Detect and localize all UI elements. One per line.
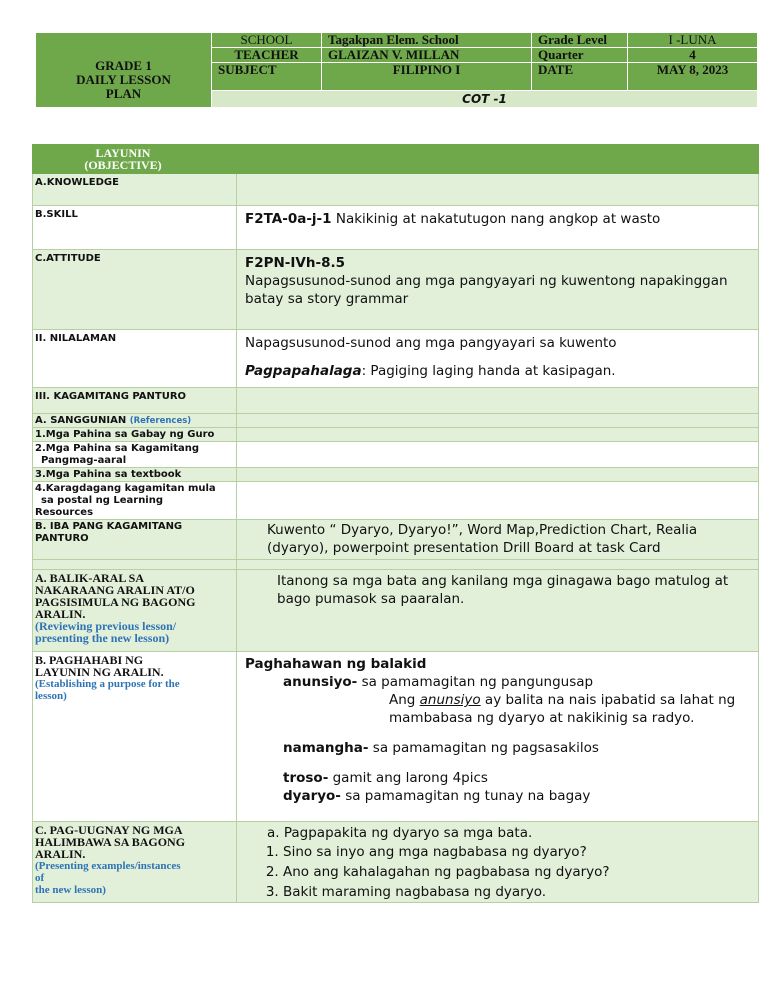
balik-text: Itanong sa mga bata ang kanilang mga ginagawa bago matulog at bago pumasok sa paaralan. [237, 570, 759, 652]
pag-uugnay-label-2: HALIMBAWA SA BAGONG [35, 835, 186, 849]
nilalaman-label: II. NILALAMAN [33, 330, 237, 388]
nilalaman-text: Napagsusunod-sunod ang mga pangyayari sa kuwento [245, 335, 617, 351]
question-list [267, 842, 758, 902]
troso-def: gamit ang larong 4pics [328, 770, 488, 786]
sanggunian-sub: (References) [129, 416, 192, 426]
objective-header-2: (OBJECTIVE) [84, 158, 162, 172]
balik-label-1: A. BALIK-ARAL SA [35, 571, 145, 585]
anunsiyo-word: anunsiyo- [283, 674, 358, 690]
balik-sub-2: presenting the new lesson) [35, 631, 170, 645]
sanggunian-label: A. SANGGUNIAN [35, 415, 130, 426]
lesson-plan-table [32, 144, 759, 903]
quarter-value: 4 [628, 48, 758, 63]
dyaryo-word: dyaryo- [283, 788, 341, 804]
spacer-row [33, 560, 759, 570]
header-title-line-3: PLAN [105, 86, 142, 101]
attitude-row [33, 250, 759, 330]
balik-aral-row [33, 570, 759, 652]
namangha-def: sa pamamagitan ng pagsasakilos [368, 740, 599, 756]
balik-sub-1: (Reviewing previous lesson/ [35, 619, 177, 633]
iba-label-2: PANTURO [35, 533, 89, 544]
skill-text: Nakikinig at nakatutugon nang angkop at wasto [331, 211, 661, 227]
troso-word: troso- [283, 770, 329, 786]
nilalaman-row [33, 330, 759, 388]
pag-uugnay-sub-3: the new lesson) [35, 884, 106, 896]
iba-label-1: B. IBA PANG KAGAMITANG [35, 521, 183, 532]
paghahabi-row [33, 652, 759, 822]
paghahabi-sub-2: lesson) [35, 690, 67, 702]
knowledge-row [33, 174, 759, 206]
grade-level-value: I -LUNA [628, 33, 758, 48]
ref4-label-3: Resources [35, 507, 94, 518]
paghahabi-label-2: LAYUNIN NG ARALIN. [35, 665, 164, 679]
paghahabi-sub-1: (Establishing a purpose for the [35, 678, 180, 690]
quarter-label: Quarter [532, 48, 628, 63]
subject-value: FILIPINO I [322, 63, 532, 91]
attitude-text: Napagsusunod-sunod ang mga pangyayari ng kuwentong napakinggan batay sa story grammar [245, 273, 728, 307]
date-label: DATE [532, 63, 628, 91]
sanggunian-row [33, 414, 759, 428]
cot-label: COT -1 [212, 91, 758, 108]
anunsiyo-ex-1: Ang [389, 692, 420, 708]
anunsiyo-def: sa pamamagitan ng pangungusap [357, 674, 594, 690]
kagamitan-label: III. KAGAMITANG PANTURO [33, 388, 237, 414]
ref3-row [33, 468, 759, 482]
pag-uugnay-label-3: ARALIN. [35, 847, 86, 861]
header-title-cell [36, 33, 212, 108]
objective-header-1: LAYUNIN [95, 146, 151, 160]
ref3-label: 3.Mga Pahina sa textbook [33, 468, 237, 482]
header-table [35, 32, 758, 108]
kagamitan-row [33, 388, 759, 414]
pag-uugnay-row [33, 822, 759, 903]
balik-label-4: ARALIN. [35, 607, 86, 621]
teacher-label: TEACHER [212, 48, 322, 63]
skill-row [33, 206, 759, 250]
skill-code: F2TA-0a-j-1 [245, 211, 332, 227]
ref2-label-2: Pangmag-aaral [41, 455, 127, 466]
school-label: SCHOOL [212, 33, 322, 48]
question-item: 1. Sino sa inyo ang mga nagbabasa ng dyaryo? [283, 842, 758, 862]
anunsiyo-ex-2: ay balita na nais ipabatid sa lahat ng mambabasa ng dyaryo at nakikinig sa radyo. [389, 692, 736, 726]
iba-text: Kuwento “ Dyaryo, Dyaryo!”, Word Map,Prediction Chart, Realia (dyaryo), powerpoint presentation Drill Board at task Card [237, 520, 759, 560]
pagpapahalaga-label: Pagpapahalaga [245, 363, 362, 379]
question-item: 2. Ano ang kahalagahan ng pagbabasa ng dyaryo? [283, 862, 758, 882]
balik-label-3: PAGSISIMULA NG BAGONG [35, 595, 196, 609]
subject-label: SUBJECT [212, 63, 322, 91]
header-title-line-1: GRADE 1 [95, 58, 152, 73]
attitude-code: F2PN-IVh-8.5 [245, 255, 346, 271]
knowledge-label: A.KNOWLEDGE [33, 174, 237, 206]
ref4-label-1: 4.Karagdagang kagamitan mula [35, 483, 216, 494]
balik-label-2: NAKARAANG ARALIN AT/O [35, 583, 195, 597]
date-value: MAY 8, 2023 [628, 63, 758, 91]
grade-level-label: Grade Level [532, 33, 628, 48]
ref1-row [33, 428, 759, 442]
attitude-label: C.ATTITUDE [33, 250, 237, 330]
ref4-row [33, 482, 759, 520]
paghahawan-title: Paghahawan ng balakid [245, 656, 427, 672]
header-title-line-2: DAILY LESSON [76, 72, 171, 87]
pag-uugnay-sub-2: of [35, 872, 45, 884]
skill-label: B.SKILL [33, 206, 237, 250]
namangha-word: namangha- [283, 740, 369, 756]
school-value: Tagakpan Elem. School [322, 33, 532, 48]
pag-uugnay-label-1: C. PAG-UUGNAY NG MGA [35, 823, 183, 837]
pag-uugnay-intro: a. Pagpapakita ng dyaryo sa mga bata. [267, 825, 533, 841]
ref2-label-1: 2.Mga Pahina sa Kagamitang [35, 443, 200, 454]
knowledge-value [237, 174, 759, 206]
ref1-label: 1.Mga Pahina sa Gabay ng Guro [33, 428, 237, 442]
anunsiyo-ex-word: anunsiyo [419, 692, 481, 708]
dyaryo-def: sa pamamagitan ng tunay na bagay [340, 788, 591, 804]
pag-uugnay-sub-1: (Presenting examples/instances [35, 860, 181, 872]
teacher-value: GLAIZAN V. MILLAN [322, 48, 532, 63]
iba-row [33, 520, 759, 560]
paghahabi-label-1: B. PAGHAHABI NG [35, 653, 144, 667]
ref4-label-2: sa postal ng Learning [41, 495, 164, 506]
ref2-row [33, 442, 759, 468]
pagpapahalaga-text: : Pagiging laging handa at kasipagan. [361, 363, 616, 379]
objective-header-row [33, 145, 759, 174]
question-item: 3. Bakit maraming nagbabasa ng dyaryo. [283, 882, 758, 902]
